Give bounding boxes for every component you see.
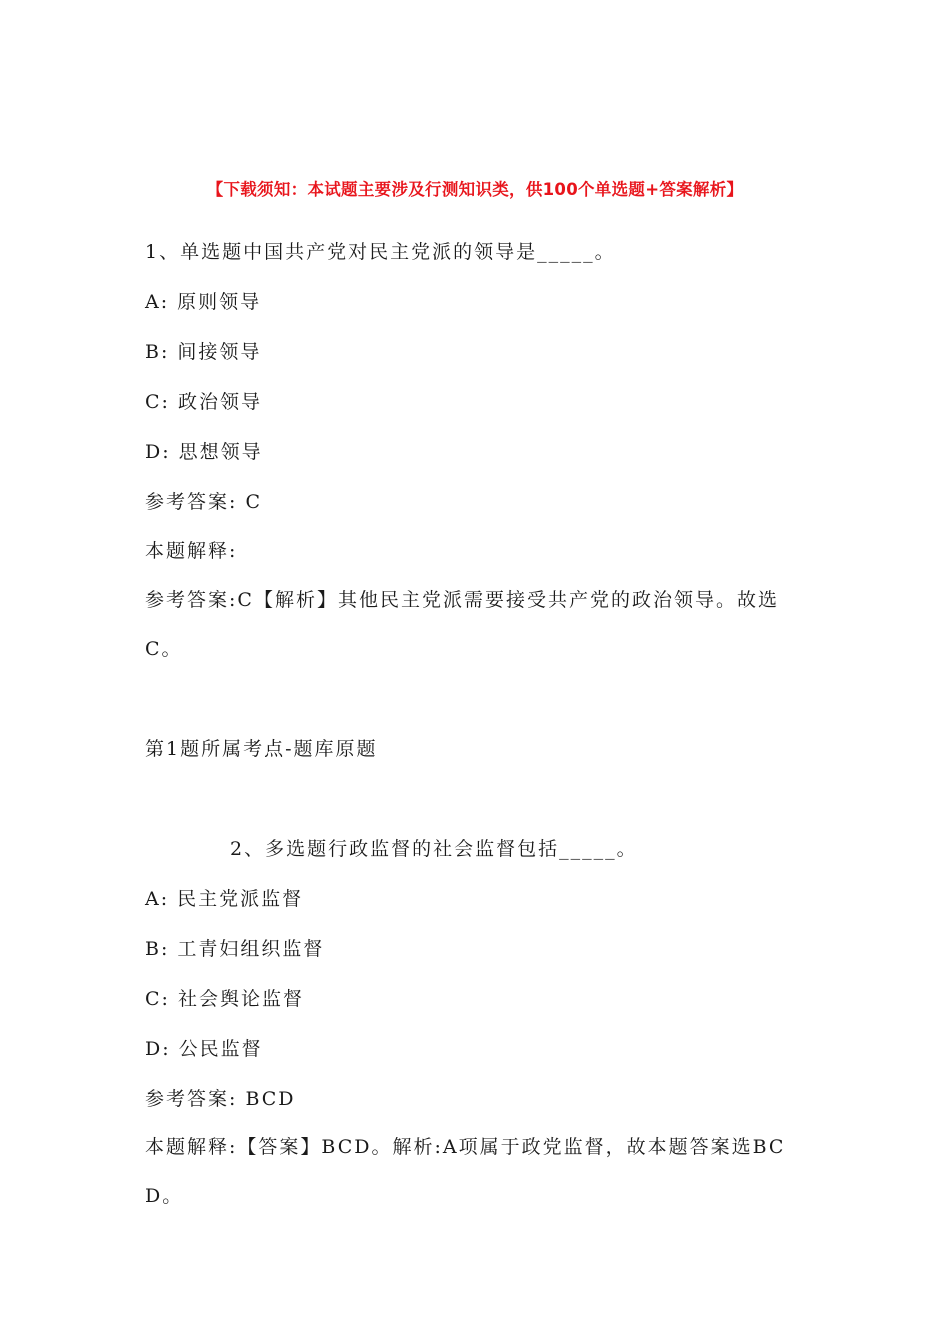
question-1-option-b: B: 间接领导	[145, 341, 262, 363]
question-2-option-c: C: 社会舆论监督	[145, 988, 304, 1010]
question-2-stem: 2、多选题行政监督的社会监督包括_____。	[230, 838, 638, 860]
question-2-explanation: 本题解释:【答案】BCD。解析:A项属于政党监督，故本题答案选BCD。	[145, 1136, 786, 1207]
question-1-option-a: A: 原则领导	[145, 291, 262, 313]
question-2-answer: 参考答案: BCD	[145, 1088, 296, 1110]
question-1-option-c: C: 政治领导	[145, 391, 262, 413]
question-1-topic: 第1题所属考点-题库原题	[145, 738, 378, 760]
question-1-option-d: D: 思想领导	[145, 441, 263, 463]
question-2-option-b: B: 工青妇组织监督	[145, 938, 325, 960]
download-notice: 【下载须知：本试题主要涉及行测知识类，供100个单选题+答案解析】	[206, 180, 744, 199]
question-1-answer: 参考答案: C	[145, 491, 262, 513]
question-1-explanation: 参考答案:C【解析】其他民主党派需要接受共产党的政治领导。故选C。	[145, 589, 779, 660]
question-1-stem: 1、单选题中国共产党对民主党派的领导是_____。	[145, 241, 616, 263]
question-2-option-d: D: 公民监督	[145, 1038, 263, 1060]
question-1-explain-label: 本题解释:	[145, 540, 238, 562]
question-2-option-a: A: 民主党派监督	[145, 888, 304, 910]
